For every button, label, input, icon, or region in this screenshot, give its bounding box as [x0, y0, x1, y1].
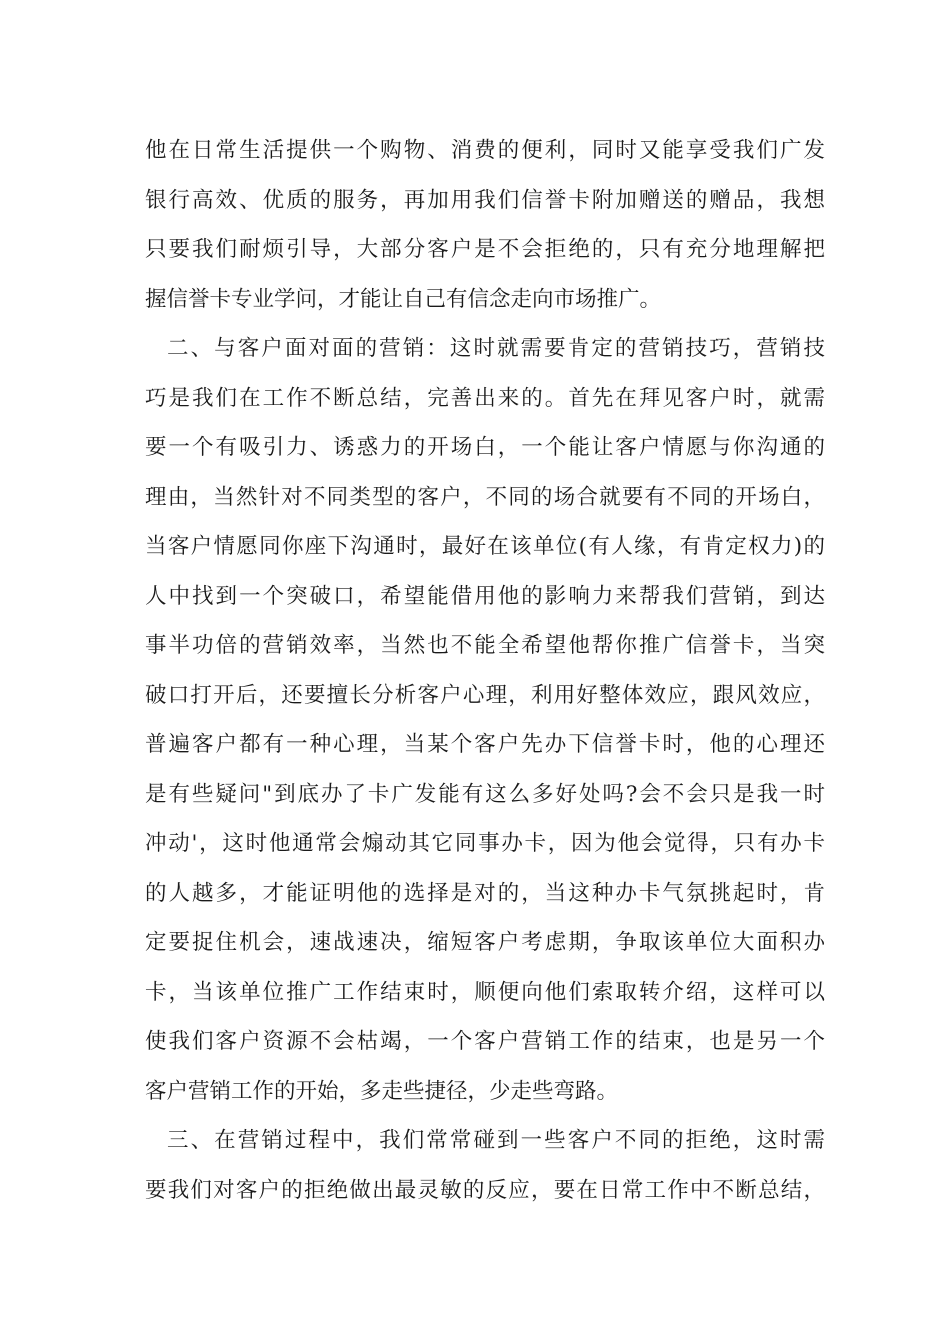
text-line: 巧是我们在工作不断总结，完善出来的。首先在拜见客户时，就需	[145, 386, 825, 411]
text-line: 破口打开后，还要擅长分析客户心理，利用好整体效应，跟风效应，	[145, 683, 825, 708]
text-line: 事半功倍的营销效率，当然也不能全希望他帮你推广信誉卡，当突	[145, 633, 825, 658]
text-line: 人中找到一个突破口，希望能借用他的影响力来帮我们营销，到达	[145, 584, 825, 609]
text-line: 客户营销工作的开始，多走些捷径，少走些弯路。	[145, 1079, 619, 1104]
text-line: 是有些疑问"到底办了卡广发能有这么多好处吗?会不会只是我一时	[145, 782, 825, 807]
text-line: 当客户情愿同你座下沟通时，最好在该单位(有人缘，有肯定权力)的	[145, 534, 825, 559]
text-line: 要我们对客户的拒绝做出最灵敏的反应，要在日常工作中不断总结，	[145, 1178, 825, 1203]
text-line: 普遍客户都有一种心理，当某个客户先办下信誉卡时，他的心理还	[145, 732, 825, 757]
text-line: 握信誉卡专业学问，才能让自己有信念走向市场推广。	[145, 287, 662, 312]
text-line: 他在日常生活提供一个购物、消费的便利，同时又能享受我们广发	[145, 138, 825, 163]
text-line: 的人越多，才能证明他的选择是对的，当这种办卡气氛挑起时，肯	[145, 881, 825, 906]
text-line: 三、在营销过程中，我们常常碰到一些客户不同的拒绝，这时需	[167, 1128, 825, 1153]
text-line: 使我们客户资源不会枯竭，一个客户营销工作的结束，也是另一个	[145, 1029, 825, 1054]
text-line: 银行高效、优质的服务，再加用我们信誉卡附加赠送的赠品，我想	[145, 188, 825, 213]
text-line: 理由，当然针对不同类型的客户，不同的场合就要有不同的开场白，	[145, 485, 825, 510]
text-line: 只要我们耐烦引导，大部分客户是不会拒绝的，只有充分地理解把	[145, 237, 825, 262]
text-line: 卡，当该单位推广工作结束时，顺便向他们索取转介绍，这样可以	[145, 980, 825, 1005]
text-line: 要一个有吸引力、诱惑力的开场白，一个能让客户情愿与你沟通的	[145, 435, 825, 460]
text-line: 二、与客户面对面的营销：这时就需要肯定的营销技巧，营销技	[167, 336, 825, 361]
text-line: 定要捉住机会，速战速决，缩短客户考虑期，争取该单位大面积办	[145, 930, 825, 955]
text-line: 冲动'，这时他通常会煽动其它同事办卡，因为他会觉得，只有办卡	[145, 831, 825, 856]
